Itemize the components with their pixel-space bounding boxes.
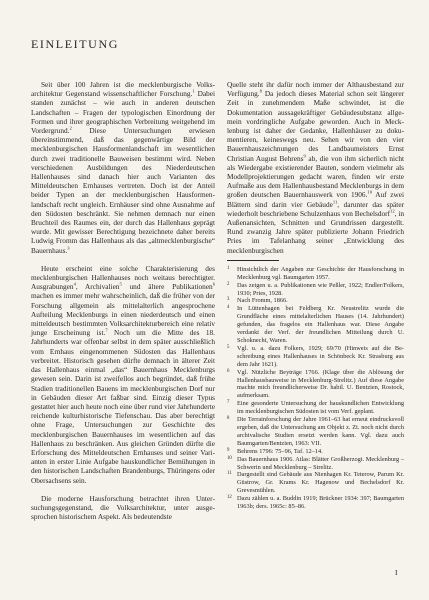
text-run: Da jedoch dieses Material schon seit längerer Zeit in zunehmendem Maße schwindet, ist die Dokumentation aussagekräftiger Gebäudesubstanz allgemein vordringliche Aufgabe geworden. Auch in Mecklenburg ist daher der Gedanke, Hallenhäuser zu dokumentieren, keineswegs neu. Sehen wir von den vier Bauernhauszeichnungen des Landbaumeisters Ernst Christian August Behrens [227,89,404,163]
text-run: Auf zwei Blättern sind darin vier Gebäude [227,190,404,209]
footnote-reference: 9 [303,153,306,159]
footnote [227,297,404,305]
footnote-reference: 8 [259,88,262,94]
footnote [227,456,404,472]
text-run: Seit über 100 Jahren ist die mecklenburgische Volksarchitektur Gegenstand wissenschaftlicher Forschung. [31,80,215,99]
text-run: , Archivalien [75,282,120,292]
paragraph [227,80,404,255]
footnote-number: 11 [227,471,232,477]
footnote [227,400,404,416]
footnote [227,369,404,401]
footnote-reference: 10 [367,190,372,196]
footnote-text: Nach Fromm, 1866. [237,297,288,305]
footnote-text: Das Bauernhaus 1906. Atlas: Blätter Großherzogt. Mecklenburg – Schwerin und Mecklenburg – Strelitz. [237,455,404,471]
footnote [227,305,404,345]
footnote-text: Die Terrainforschung der Jahre 1961–63 hat erneut eindrucksvoll ergeben, daß die Untersuchung am Objekt z. Zt. noch nicht durch archivalische Studien ersetzt werden kann. Vgl. dazu auch Baumgarten/Bentzien, 1963: VII. [237,416,404,447]
footnote-number: 8 [227,416,230,422]
left-column [31,80,215,521]
footnote-text: Hinsichtlich der Angaben zur Geschichte der Hausforschung in Mecklenburg vgl. Baumgarten 1957. [237,265,404,281]
right-column [227,80,404,511]
text-run: Diese Untersuchungen erwiesen übereinstimmend, daß das gegenwärtige Bild der mecklenburgischen Hausformenlandschaft im wesentlichen durch zwei traditionelle Bauweisen bestimmt wird. Neben verschiedenen Ausbildungen des Niederdeutschen Hallenhauses sind danach hier auch Varianten des Mitteldeutschen Ernhauses vertreten. Doch ist der Anteil beider Typen an der mecklenburgischen Hausformenlandschaft recht ungleich. Ernhäuser sind ohne Ausnahme auf den Südosten beschränkt. Sie nehmen demnach nur einen Bruchteil des Raumes ein, der durch das Hallenhaus geprägt wurde. Mit gewisser Berechtigung bezeichnete daher bereits Ludwig Fromm das Hallenhaus als das „altmecklenburgische“ Bauernhaus. [31,126,215,255]
right-column-text [227,80,404,255]
footnote [227,448,404,456]
footnote-reference: 6 [212,281,215,287]
footnote [227,416,404,448]
text-run: Quelle steht ihr dafür noch immer der Althausbestand zur Verfügung. [227,80,404,99]
footnote-number: 9 [227,447,230,453]
text-run: machen es immer mehr wahrscheinlich, daß die früher von der Forschung allgemein als mittelalterlich angesprochene Aufteilung Mecklenburgs in einen niederdeutsch und einen mitteldeutsch bestimmten Volksarchitekturbereich eine relativ junge Erscheinung ist. [31,291,215,338]
footnote-text: Dazu zählen u. a. Buddin 1919; Brückner 1934: 397; Baumgarten 1963b; ders. 1965c: 85–86. [237,495,404,511]
footnote [227,471,404,495]
footnote-text: Vgl. Nützliche Beyträge 1766. (Klage über die Ablösung der Hallenhausbauweise in Mecklenburg-Strelitz.) Auf diese Angabe machte mich freundlicherweise Dr. habil. U. Bentzien, Rostock, aufmerksam. [237,368,404,400]
paragraph [31,264,215,485]
footnote-reference: 4 [73,281,76,287]
text-run: Dabei standen zunächst – wie auch in anderen deutschen Landschaften – Fragen der typologischen Einordnung der Formen und ihrer geographischen Verbreitung weitgehend im Vordergrund. [31,89,216,136]
footnote [227,282,404,298]
footnote-reference: 5 [119,281,122,287]
footnote-text: In Lüttenhagen bei Feldberg Kr. Neustrelitz wurde die Grundfläche eines mittelalterlichen Hauses (14. Jahrhundert) gefunden, das fragelos ein Hallenhaus war. Diese Angabe verdankt der Verf. der freundlichen Mitteilung durch U. Schoknecht, Waren. [237,305,404,345]
page-number: I [395,568,398,577]
footnote-number: 10 [227,455,232,461]
footnote-number: 1 [227,265,230,271]
footnote-reference: 7 [105,327,108,333]
text-run: Heute erscheint eine solche Charakterisierung des mecklenburgischen Hallenhauses noch weitaus berechtigter. Ausgrabungen [31,263,215,292]
footnote [227,266,404,282]
footnote-text: Eine gesonderte Untersuchung der hauskundlichen Entwicklung im mecklenburgischen Südosten ist vom Verf. geplant. [237,400,404,416]
footnote-number: 2 [227,281,230,287]
footnote-text: Behrens 1796: 75–96, Taf. 12–14. [237,447,323,455]
paragraph [31,80,215,255]
footnote-text: Dargestellt sind Gebäude aus Nienhagen Kr. Teterow, Parum Kr. Güstrow, Gr. Krams Kr. Hagenow und Bechelsdorf Kr. Grevesmühlen. [237,471,404,495]
paragraph [31,494,215,522]
footnote-reference: 1 [192,88,195,94]
text-run: Die moderne Hausforschung betrachtet ihren Untersuchungsgegenstand, die Volksarchitektur, unter ausgesprochen historischem Aspekt. Als bedeutendste [31,493,215,522]
text-run: , darunter das später wiederholt beschriebene Schulzenhaus von Bechelsdorf [227,199,404,218]
footnote-reference: 3 [67,245,70,251]
footnote-number: 6 [227,368,230,374]
text-run: , in Außenansichten, Schnitten und Grundrissen dargestellt. Rund zwanzig Jahre später publizierte Johann Friedrich Pries im Tafelanhang seiner „Entwicklung des mecklenburgischen [227,208,404,255]
footnote-number: 3 [227,297,230,303]
footnote-number: 12 [227,495,232,501]
footnote-list [227,266,404,511]
footnote [227,345,404,369]
footnote-text: Das zeigen u. a. Publikationen wie Peßler, 1922; Endler/Folkers, 1930; Pries, 1928. [237,281,404,297]
text-run: Noch um die Mitte des 18. Jahrhunderts war offenbar selbst in dem später ausschließlich vom Ernhaus eingenommenen Südosten das Hallenhaus verbreitet. Historisch gesehen dürfte demnach in älterer Zeit das Hallenhaus einmal „das“ Bauernhaus Mecklenburgs gewesen sein. Darin ist zweifellos auch begründet, daß frühe Stadien traditionellen Bauens im mecklenburgischen Dorf nur in Gebäuden dieser Art faßbar sind. Einzig dieser Typus gestattet hier auch heute noch eine über rund vier Jahrhunderte reichende kulturhistorische Tiefenschau. Das aber berechtigt ohne Frage, Untersuchungen zur Geschichte des mecklenburgischen Bauernhauses im wesentlichen auf das Hallenhaus zu beschränken. Aus gleichen Gründen dürfte die Erforschung des Mitteldeutschen Ernhauses und seiner Varianten in erster Linie Aufgabe hauskundlicher Bemühungen in den historischen Landschaften Brandenburgs, Thüringens oder Obersachsens sein. [31,328,215,485]
footnote-separator [227,260,279,261]
footnote-number: 4 [227,305,230,311]
footnote-text: Vgl. u. a. dazu Folkers, 1929; 69/70 (Hinweis auf die Beschreibung eines Hallenhauses in Schönbeck Kr. Strasburg aus dem Jahr 1621). [237,344,404,368]
footnote-number: 5 [227,344,230,350]
text-run: und ältere Publikationen [121,282,213,292]
text-run: ab, die von ihm sicherlich nicht als Wiedergabe existierender Bauten, sondern vielmehr als Modellprojektierungen gedacht waren, finden wir erste Aufmaße aus dem Hallenhausbestand Mecklenburgs in dem großen deutschen Bauernhauswerk von 1906. [227,153,404,200]
footnote-reference: 11 [332,199,338,205]
footnote-reference: 2 [69,125,72,131]
footnote-reference: 12 [390,208,395,214]
footnote [227,495,404,511]
footnote-number: 7 [227,400,230,406]
chapter-heading: EINLEITUNG [31,37,119,51]
